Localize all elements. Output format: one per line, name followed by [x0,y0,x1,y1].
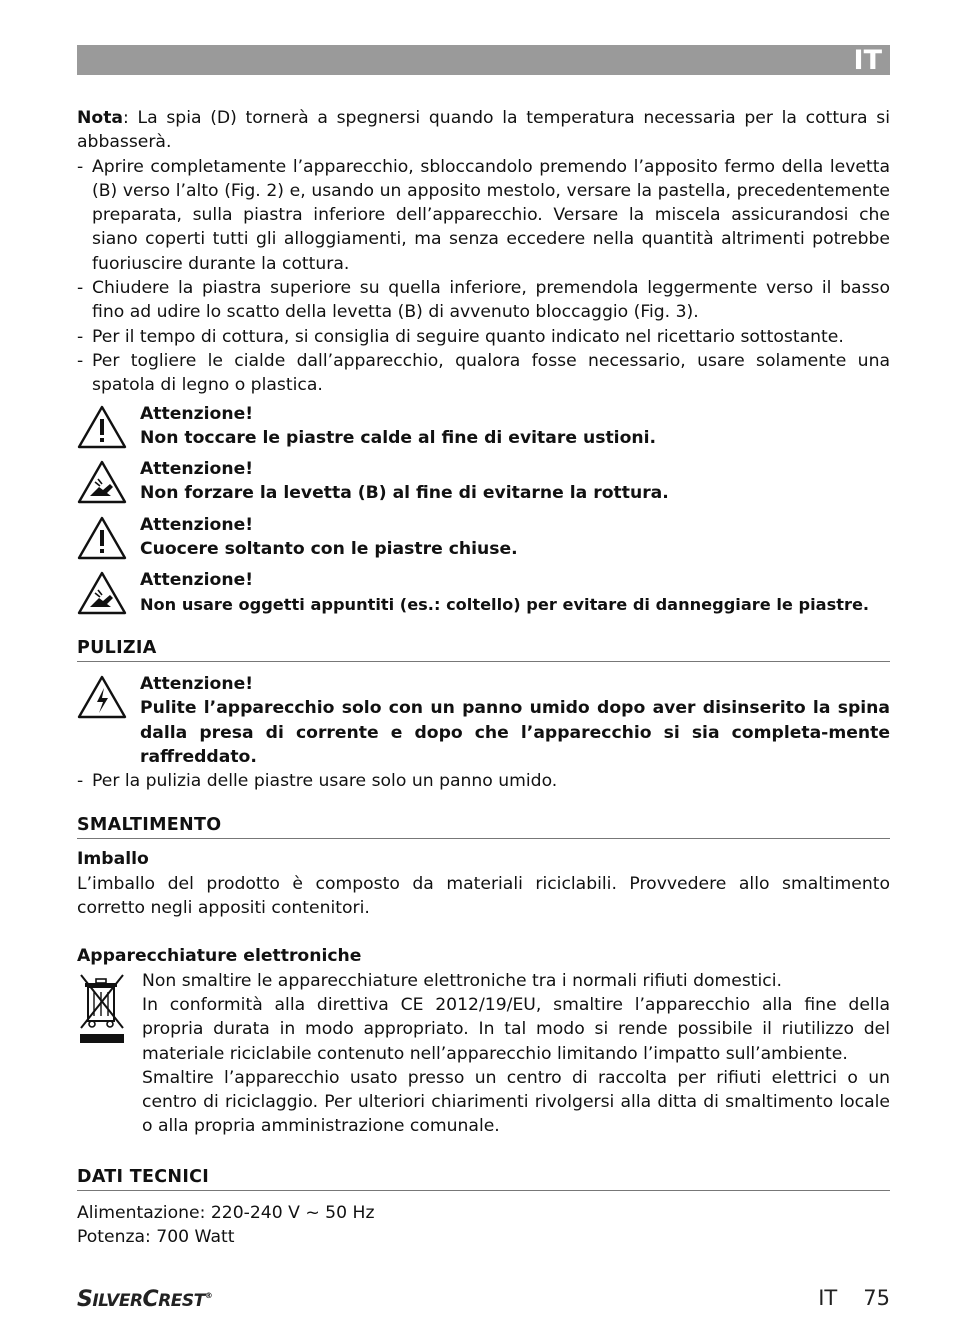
warning-text: Pulite l’apparecchio solo con un panno umido dopo aver disinserito la spina dalla presa di corrente e dopo che l’apparecchio si sia completa-mente raffreddato. [140,698,890,767]
page-number: 75 [863,1286,890,1310]
section-title-dati-tecnici: DATI TECNICI [77,1164,890,1191]
warning-text: Cuocere soltanto con le piastre chiuse. [140,539,518,560]
spec-power-supply: Alimentazione: 220-240 V ~ 50 Hz [77,1202,375,1223]
exclamation-warning-icon [77,405,127,449]
footer-language: IT [818,1286,838,1310]
exclamation-warning-icon [77,516,127,560]
section-title-smaltimento: SMALTIMENTO [77,812,890,839]
crossed-bin-icon [78,972,126,1044]
warning-text: Non toccare le piastre calde al fine di evitare ustioni. [140,427,657,448]
list-item: - Chiudere la piastra superiore su quella inferiore, premendola leggermente verso il basso fino ad udire lo scatto della levetta (B) di avvenuto bloccaggio (Fig. 3). [77,278,890,323]
warning-text: Non forzare la levetta (B) al fine di evitarne la rottura. [140,483,669,504]
warning-text: Non usare oggetti appuntiti (es.: coltello) per evitare di danneggiare le piastre. [140,594,870,614]
warning-block [77,672,890,769]
subheading-elettroniche: Apparecchiature elettroniche [77,946,362,967]
subheading-imballo: Imballo [77,849,149,870]
list-item: - Per togliere le cialde dall’apparecchio, qualora fosse necessario, usare solamente una spatola di legno o plastica. [77,350,890,396]
warning-title: Attenzione! [140,403,254,424]
list-item: - Aprire completamente l’apparecchio, sbloccandolo premendo l’apposito fermo della levetta (B) verso l’alto (Fig. 2) e, usando un apposito mestolo, versare la pastella, precedentemente preparata, sulla piastra inferiore dell’apparecchio. Versare la miscela assicurandosi che siano coperti tutti gli alloggiamenti, ma senza eccedere nella quantità altrimenti potrebbe fuoriuscire durante la cottura. [77,156,890,274]
paragraph: Non smaltire le apparecchiature elettroniche tra i normali rifiuti domestici. [142,970,782,991]
brand-logo: SILVERCREST® [77,1287,213,1312]
warning-title: Attenzione! [140,673,254,694]
paragraph: L’imballo del prodotto è composto da materiali riciclabili. Provvedere allo smaltimento corretto negli appositi contenitori. [77,873,890,919]
note-label: Nota [77,108,124,128]
warning-block [77,402,890,451]
header-bar [77,45,890,75]
list-item: - Per il tempo di cottura, si consiglia di seguire quanto indicato nel ricettario sottostante. [77,326,844,347]
electric-warning-icon [77,675,127,719]
hand-warning-icon [77,460,127,504]
spec-power: Potenza: 700 Watt [77,1226,235,1247]
page-content [77,106,890,1249]
intro-note [77,106,890,155]
hand-warning-icon [77,571,127,615]
page-footer [818,1286,890,1310]
weee-block [77,969,890,1139]
warning-title: Attenzione! [140,459,254,480]
warning-block [77,568,890,617]
section-title-pulizia: PULIZIA [77,635,890,662]
note-text: : La spia (D) tornerà a spegnersi quando la temperatura necessaria per la cottura si abbasserà. [77,108,890,153]
list-item: - Per la pulizia delle piastre usare solo un panno umido. [77,771,558,792]
warning-title: Attenzione! [140,514,254,535]
warning-title: Attenzione! [140,570,254,591]
paragraph: In conformità alla direttiva CE 2012/19/EU, smaltire l’apparecchio alla fine della propria durata in modo appropriato. In tal modo si rende possibile il riutilizzo del materiale riciclabile contenuto nell’apparecchio limitando l’impatto sull’ambiente. [142,994,890,1064]
warning-block [77,457,890,506]
paragraph: Smaltire l’apparecchio usato presso un centro di raccolta per rifiuti elettrici o un centro di riciclaggio. Per ulteriori chiarimenti rivolgersi alla ditta di smaltimento locale o alla propria amministrazione comunale. [142,1067,890,1137]
header-language-code: IT [853,45,882,76]
warning-block [77,513,890,562]
